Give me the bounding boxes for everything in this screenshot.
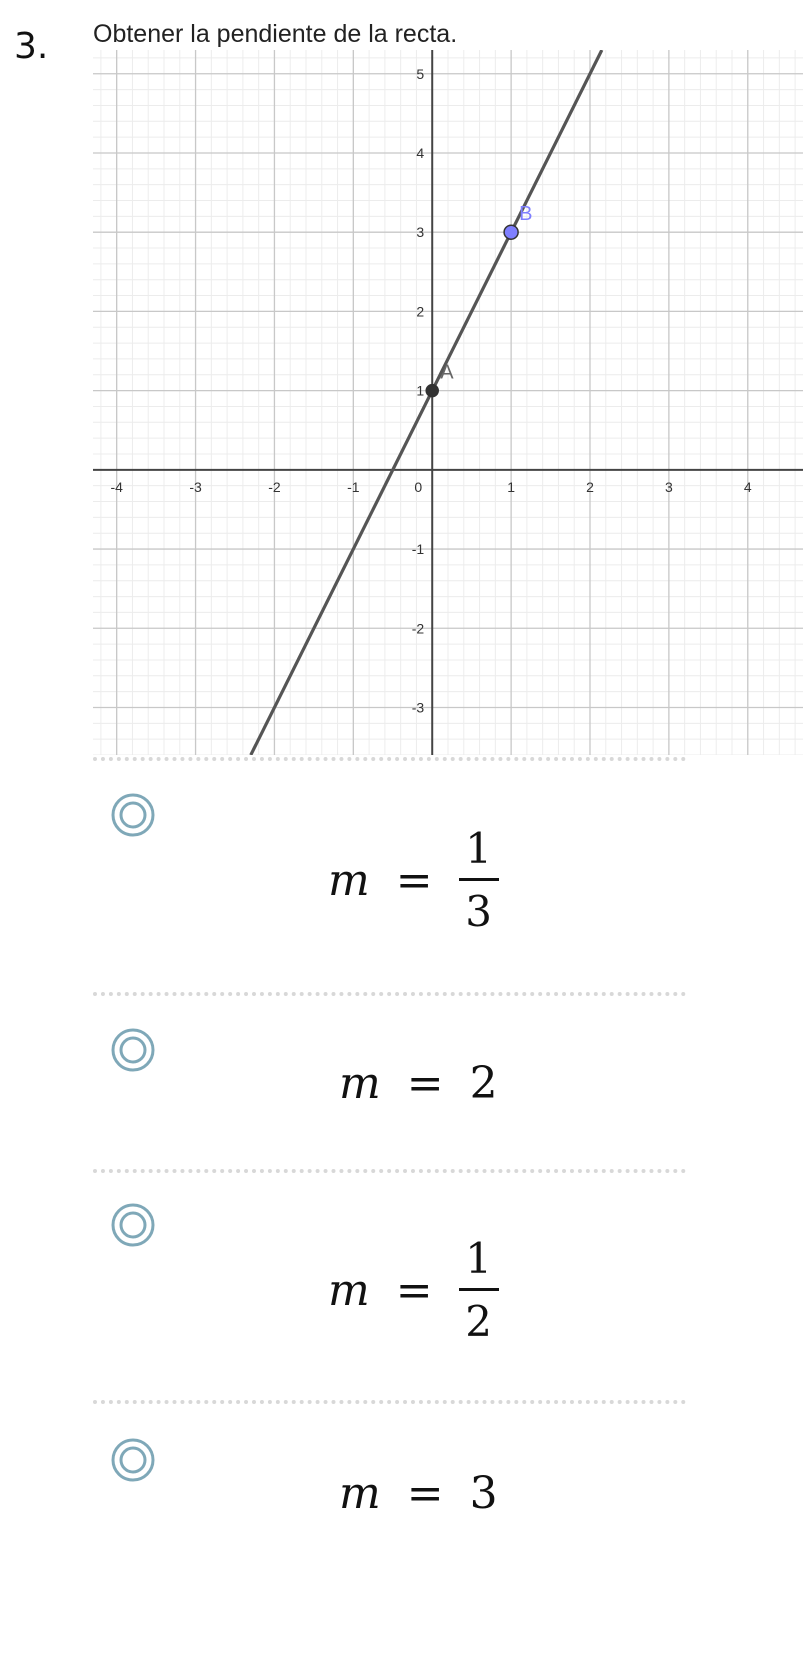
- option-1-numerator: 1: [465, 824, 492, 873]
- option-1-denominator: 3: [465, 887, 492, 936]
- x-tick-label: -2: [268, 478, 281, 495]
- x-tick-label: 2: [586, 478, 594, 495]
- radio-icon: [110, 792, 156, 838]
- option-2-radio[interactable]: [110, 1027, 156, 1073]
- option-1-var: m: [328, 855, 370, 906]
- option-1-radio[interactable]: [110, 792, 156, 838]
- option-2-var: m: [339, 1058, 381, 1109]
- radio-icon: [110, 1027, 156, 1073]
- option-1-equals: =: [395, 855, 433, 906]
- point-b-label: B: [519, 203, 533, 226]
- y-tick-label: -3: [411, 699, 425, 716]
- slope-line: [251, 50, 602, 755]
- option-2-equals: =: [406, 1058, 444, 1109]
- x-tick-label: -1: [347, 478, 360, 495]
- option-3-fraction: [459, 1234, 499, 1346]
- point-b: [504, 225, 518, 239]
- y-tick-label: -1: [411, 541, 425, 558]
- option-1-label[interactable]: [328, 824, 499, 936]
- option-3-equals: =: [395, 1265, 433, 1316]
- y-tick-label: -2: [411, 620, 425, 637]
- option-4-label[interactable]: [339, 1468, 498, 1519]
- x-tick-label: 4: [743, 478, 752, 495]
- option-3-numerator: 1: [465, 1234, 492, 1283]
- x-tick-label: 1: [507, 478, 516, 495]
- y-tick-label: 1: [416, 382, 425, 399]
- option-4-equals: =: [406, 1468, 444, 1519]
- option-2-value: 2: [469, 1058, 498, 1109]
- option-3-var: m: [328, 1265, 370, 1316]
- x-tick-label: -4: [110, 478, 123, 495]
- radio-icon: [110, 1202, 156, 1248]
- option-2-label[interactable]: [339, 1058, 498, 1109]
- y-tick-label: 4: [416, 144, 425, 161]
- option-4-var: m: [339, 1468, 381, 1519]
- separator: [93, 757, 686, 761]
- question-prompt: Obtener la pendiente de la recta.: [93, 20, 458, 48]
- option-3-radio[interactable]: [110, 1202, 156, 1248]
- question-number: 3.: [14, 26, 49, 67]
- x-tick-label: -3: [189, 478, 202, 495]
- separator: [93, 992, 686, 996]
- option-3-denominator: 2: [465, 1297, 492, 1346]
- option-4-radio[interactable]: [110, 1437, 156, 1483]
- x-tick-label: 0: [414, 478, 423, 495]
- x-tick-label: 3: [664, 478, 673, 495]
- radio-icon: [110, 1437, 156, 1483]
- separator: [93, 1400, 686, 1404]
- separator: [93, 1169, 686, 1173]
- option-3-label[interactable]: [328, 1234, 499, 1346]
- point-a: [426, 385, 438, 397]
- y-tick-label: 5: [416, 65, 425, 82]
- option-1-fraction: [459, 824, 499, 936]
- y-tick-label: 2: [416, 303, 425, 320]
- y-tick-label: 3: [416, 224, 425, 241]
- slope-graph: [93, 50, 803, 755]
- option-4-value: 3: [469, 1468, 498, 1519]
- point-a-label: A: [440, 361, 454, 384]
